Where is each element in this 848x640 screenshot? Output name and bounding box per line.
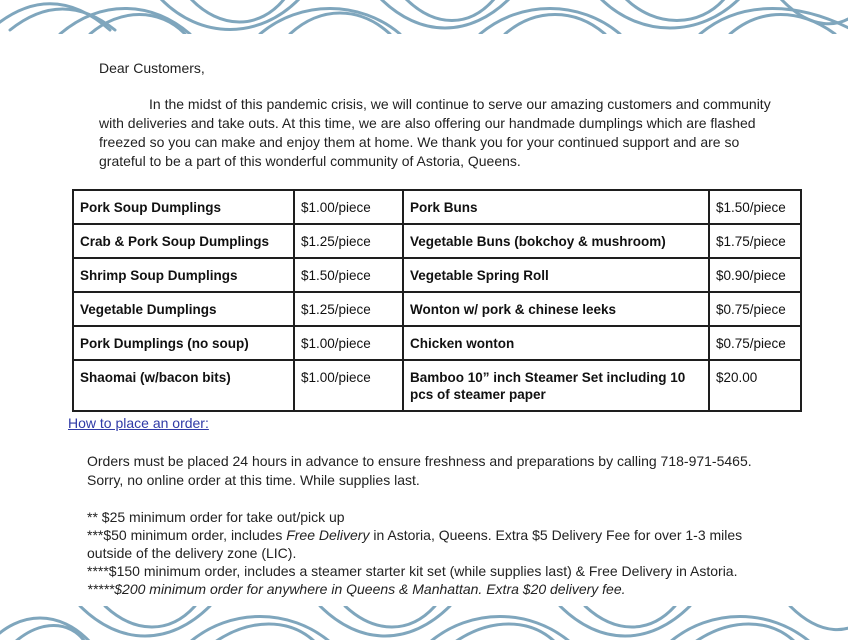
letter-greeting: Dear Customers,: [99, 60, 205, 76]
menu-item-name: Pork Dumplings (no soup): [73, 326, 294, 360]
menu-item-price: $0.75/piece: [709, 326, 801, 360]
menu-item-price: $20.00: [709, 360, 801, 411]
minimum-order-25: ** $25 minimum order for take out/pick up: [87, 509, 345, 525]
table-row: [73, 326, 801, 360]
how-to-order-link[interactable]: How to place an order:: [68, 415, 209, 431]
menu-item-price: $1.25/piece: [294, 224, 403, 258]
minimum-order-200: *****$200 minimum order for anywhere in Queens & Manhattan. Extra $20 delivery fee.: [87, 581, 626, 597]
menu-item-price: $0.90/piece: [709, 258, 801, 292]
minimum-order-50-suffix: in Astoria, Queens. Extra $5 Delivery Fee for over 1-3 miles outside of the delivery zone (LIC).: [87, 527, 743, 561]
minimum-order-150: ****$150 minimum order, includes a steamer starter kit set (while supplies last) & Free Delivery in Astoria.: [87, 563, 738, 579]
table-row: [73, 292, 801, 326]
menu-item-price: $0.75/piece: [709, 292, 801, 326]
menu-item-name: Shaomai (w/bacon bits): [73, 360, 294, 411]
menu-item-name: Vegetable Buns (bokchoy & mushroom): [403, 224, 709, 258]
menu-item-name: Chicken wonton: [403, 326, 709, 360]
minimum-order-50: [87, 526, 787, 562]
menu-item-name: Pork Buns: [403, 190, 709, 224]
free-delivery-emphasis: Free Delivery: [286, 527, 370, 543]
table-row: [73, 360, 801, 411]
letter-intro-text: In the midst of this pandemic crisis, we will continue to serve our amazing customers and community with deliveries and take outs. At this time, we are also offering our handmade dumplings which are flashed freezed so you can make and enjoy them at home. We thank you for your continued support and are so grateful to be a part of this wonderful community of Astoria, Queens.: [99, 96, 771, 169]
decorative-wave-border-top: [0, 0, 848, 34]
menu-item-price: $1.00/piece: [294, 360, 403, 411]
letter-intro-paragraph: [99, 95, 779, 171]
menu-item-name: Vegetable Dumplings: [73, 292, 294, 326]
menu-item-name: Bamboo 10” inch Steamer Set including 10 pcs of steamer paper: [403, 360, 709, 411]
menu-item-price: $1.50/piece: [294, 258, 403, 292]
decorative-wave-border-bottom: [0, 606, 848, 640]
menu-item-price: $1.75/piece: [709, 224, 801, 258]
order-instructions: Orders must be placed 24 hours in advance to ensure freshness and preparations by calling 718-971-5465. Sorry, no online order at this time. While supplies last.: [87, 453, 752, 488]
minimum-order-list: [87, 508, 787, 598]
table-row: [73, 190, 801, 224]
menu-item-name: Vegetable Spring Roll: [403, 258, 709, 292]
table-row: [73, 224, 801, 258]
menu-item-name: Shrimp Soup Dumplings: [73, 258, 294, 292]
menu-item-name: Pork Soup Dumplings: [73, 190, 294, 224]
menu-item-price: $1.50/piece: [709, 190, 801, 224]
menu-item-price: $1.00/piece: [294, 326, 403, 360]
table-row: [73, 258, 801, 292]
menu-price-table: [72, 189, 802, 412]
menu-item-name: Crab & Pork Soup Dumplings: [73, 224, 294, 258]
menu-item-name: Wonton w/ pork & chinese leeks: [403, 292, 709, 326]
menu-item-price: $1.00/piece: [294, 190, 403, 224]
minimum-order-50-prefix: ***$50 minimum order, includes: [87, 527, 287, 543]
menu-item-price: $1.25/piece: [294, 292, 403, 326]
